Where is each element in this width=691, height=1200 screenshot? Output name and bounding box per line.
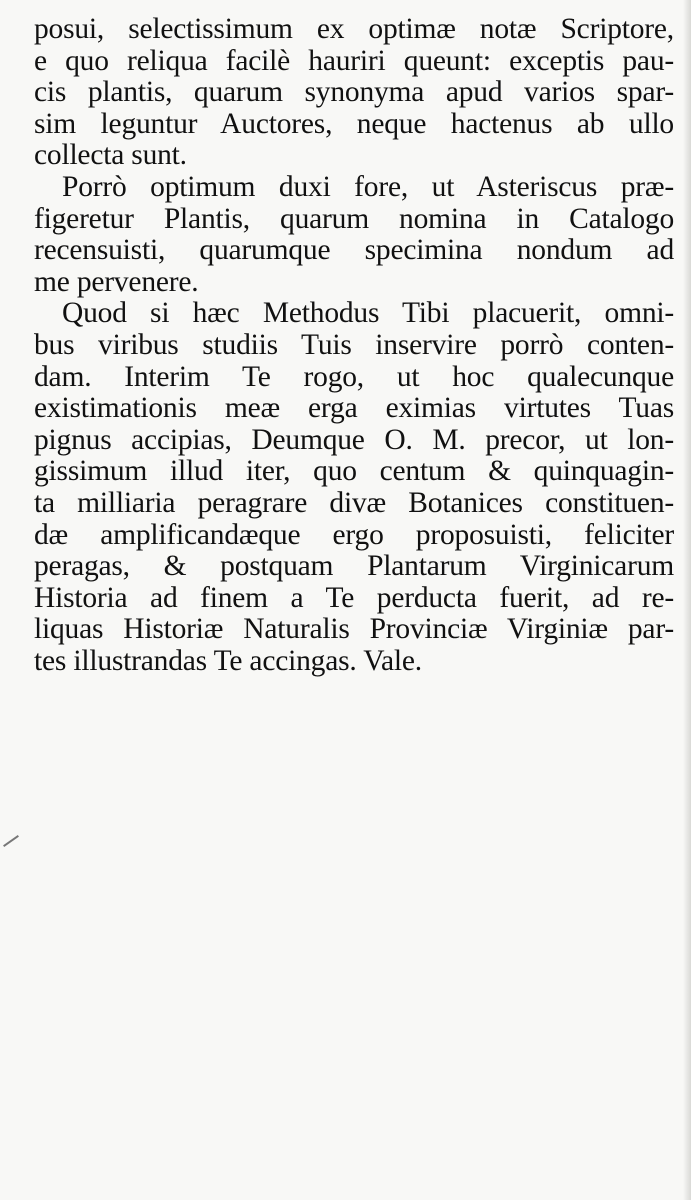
text-line: existimationis meæ erga eximias virtutes Tuas xyxy=(34,393,674,425)
text-line: sim leguntur Auctores, neque hactenus ab ullo xyxy=(34,108,674,140)
text-line: me pervenere. xyxy=(34,266,199,298)
page-edge-shadow xyxy=(683,0,691,1200)
text-line: ta milliaria peragrare divæ Botanices constituen- xyxy=(34,487,674,519)
text-line: dæ amplificandæque ergo proposuisti, feliciter xyxy=(34,519,674,551)
text-line: recensuisti, quarumque specimina nondum ad xyxy=(34,235,674,267)
text-line: collecta sunt. xyxy=(34,140,187,172)
text-line: Porrò optimum duxi fore, ut Asteriscus præ- xyxy=(62,171,674,203)
text-line: pignus accipias, Deumque O. M. precor, ut lon- xyxy=(34,424,674,456)
text-line: peragas, & postquam Plantarum Virginicarum xyxy=(34,551,674,583)
text-line: cis plantis, quarum synonyma apud varios spar- xyxy=(34,77,674,109)
ink-mark xyxy=(3,835,19,847)
text-line: liquas Historiæ Naturalis Provinciæ Virginiæ par- xyxy=(34,614,674,646)
text-line: gissimum illud iter, quo centum & quinquagin- xyxy=(34,456,674,488)
text-line: figeretur Plantis, quarum nomina in Catalogo xyxy=(34,203,674,235)
text-line: tes illustrandas Te accingas. Vale. xyxy=(34,645,422,677)
text-line: bus viribus studiis Tuis inservire porrò conten- xyxy=(34,329,674,361)
text-line: e quo reliqua facilè hauriri queunt: exceptis pau- xyxy=(34,45,674,77)
text-line: posui, selectissimum ex optimæ notæ Scriptore, xyxy=(34,14,674,45)
text-line: Quod si hæc Methodus Tibi placuerit, omni- xyxy=(62,298,674,330)
letter-body xyxy=(34,14,674,677)
text-line: dam. Interim Te rogo, ut hoc qualecunque xyxy=(34,361,674,393)
text-line: Historia ad finem a Te perducta fuerit, ad re- xyxy=(34,582,674,614)
show-through-text xyxy=(70,700,680,948)
